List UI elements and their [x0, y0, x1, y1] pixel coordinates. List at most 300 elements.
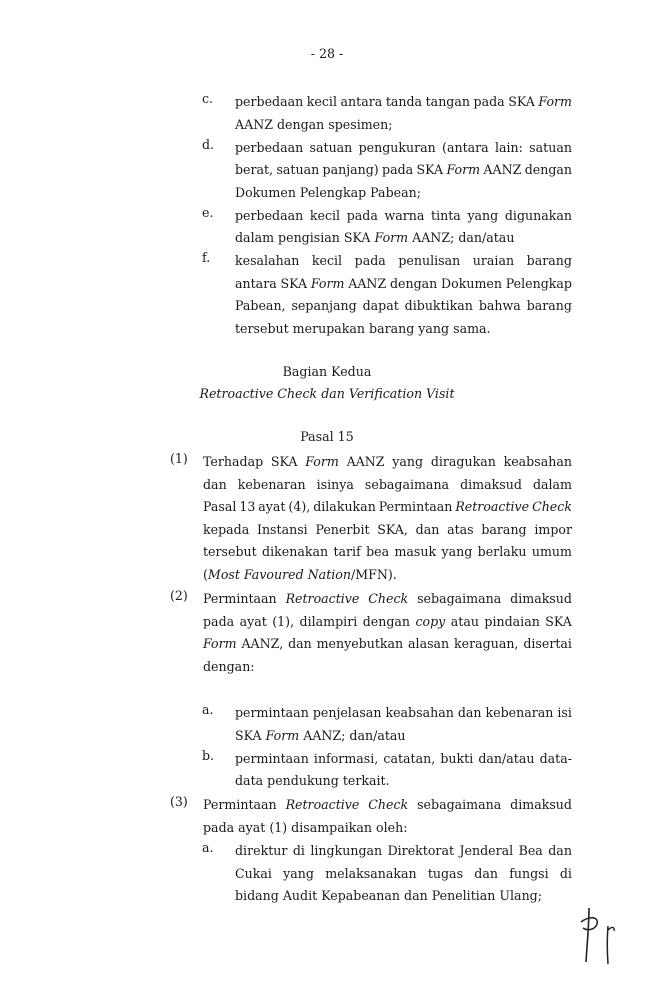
word [235, 137, 303, 160]
text-segment: dalam [532, 476, 572, 492]
text-segment: melaksanakan [325, 865, 417, 881]
text-line [203, 633, 572, 656]
word [557, 702, 572, 725]
word [257, 519, 308, 542]
word [386, 91, 422, 114]
text-line [203, 474, 572, 497]
word [458, 702, 482, 725]
text-segment: AANZ; dan/atau [408, 230, 515, 246]
text-segment: data pendukung terkait. [235, 773, 390, 789]
text-segment: umum [531, 544, 572, 559]
text-segment: tersebut merupakan barang yang sama. [235, 320, 491, 336]
word [235, 702, 309, 725]
list-item [0, 588, 654, 678]
word [440, 748, 473, 771]
text-segment: yang [392, 454, 424, 469]
text-segment: Bea [518, 843, 543, 858]
text-segment: yang [467, 207, 499, 223]
word [486, 702, 554, 725]
text-segment: lain: [494, 139, 523, 155]
word [416, 519, 440, 542]
text-segment: perbedaan [235, 139, 304, 155]
italic-text: Form [305, 454, 339, 469]
word [510, 794, 572, 817]
text-segment: barang [526, 253, 572, 269]
text-segment: Permintaan [203, 591, 277, 606]
word [288, 633, 312, 656]
text-segment: Penerbit [315, 521, 370, 537]
word [533, 474, 572, 497]
word [355, 250, 386, 273]
word [405, 295, 473, 318]
text-line [235, 250, 572, 273]
text-segment: dikenakan [262, 544, 329, 559]
text-segment: SKA [280, 275, 308, 291]
paragraph-3 [0, 794, 654, 840]
word [310, 137, 353, 160]
word [317, 633, 404, 656]
text-segment: dan [457, 705, 482, 720]
text-segment: Instansi [256, 521, 308, 537]
text-segment: berlaku [477, 544, 527, 559]
item-label: a. [202, 840, 214, 855]
text-segment: SKA [416, 162, 444, 178]
text-segment: dimaksud [510, 591, 572, 606]
italic-text: Form [310, 275, 345, 291]
text-segment: Pabean, [235, 298, 286, 314]
italic-text: Most Favoured Nation [207, 566, 351, 582]
word [315, 519, 369, 542]
text-segment: dan [548, 843, 572, 858]
word [203, 588, 277, 611]
word [394, 541, 436, 564]
word [390, 273, 437, 296]
word [300, 611, 358, 634]
word [560, 863, 572, 886]
text-segment: antara [235, 275, 277, 291]
word [239, 496, 255, 519]
word [262, 541, 328, 564]
text-segment: kepada [203, 521, 250, 537]
text-segment: perbedaan [235, 207, 304, 223]
text-line [203, 611, 572, 634]
list-item [0, 91, 654, 136]
text-segment: dilampiri [299, 613, 358, 629]
word [235, 273, 277, 296]
item-label: b. [202, 747, 215, 763]
word [532, 496, 572, 519]
word [363, 611, 410, 634]
text-line [235, 182, 572, 205]
word [415, 611, 445, 634]
word [359, 137, 436, 160]
text-segment: dengan [524, 162, 572, 178]
text-line [203, 496, 572, 519]
item-text [235, 137, 572, 205]
italic-text: Form [203, 636, 237, 651]
text-segment: yang [283, 865, 314, 881]
word [368, 794, 408, 817]
word [459, 840, 513, 863]
item-label: (1) [170, 451, 188, 466]
text-segment: pindaian [484, 613, 540, 629]
word [348, 273, 386, 296]
text-line [235, 227, 572, 250]
word [366, 541, 389, 564]
word [317, 474, 354, 497]
word [276, 159, 319, 182]
item-text [235, 91, 572, 136]
section-heading: Bagian Kedua [282, 364, 372, 379]
word [545, 611, 572, 634]
text-segment: sebagaimana [364, 476, 450, 492]
word [431, 205, 461, 228]
list-item [0, 137, 654, 205]
text-segment: dimaksud [460, 476, 522, 492]
word [431, 451, 496, 474]
paragraph-2 [0, 588, 654, 679]
text-segment: Jenderal [459, 843, 514, 858]
text-segment: impor [534, 521, 572, 537]
italic-text: Form [446, 162, 481, 178]
item-label: c. [202, 91, 214, 106]
text-line [235, 885, 572, 908]
text-line [235, 748, 572, 771]
page-number: - 28 - [310, 46, 344, 61]
word [293, 840, 305, 863]
text-segment: AANZ [483, 162, 522, 178]
text-segment: bukti [440, 750, 474, 766]
word [478, 748, 534, 771]
text-segment: diragukan [430, 454, 496, 469]
text-line [235, 159, 572, 182]
word [203, 519, 249, 542]
text-segment: perbedaan [235, 94, 304, 109]
word [203, 474, 227, 497]
text-segment: dengan [389, 275, 438, 291]
text-segment: alasan [408, 636, 450, 651]
word [529, 137, 572, 160]
list-item [0, 840, 654, 908]
text-segment: kebenaran [237, 476, 306, 492]
word [235, 250, 299, 273]
paragraph-2-list [0, 702, 654, 793]
text-line [235, 91, 572, 114]
word [417, 794, 501, 817]
text-line [235, 273, 572, 296]
italic-text: Form [374, 230, 409, 246]
text-line [235, 295, 572, 318]
item-text [203, 588, 572, 678]
word [333, 541, 360, 564]
text-segment: AANZ [346, 454, 385, 469]
text-segment: SKA [235, 727, 266, 743]
item-text [235, 205, 572, 250]
text-line [235, 137, 572, 160]
text-line [235, 863, 572, 886]
text-segment: dan [288, 636, 312, 651]
word [280, 273, 307, 296]
word [417, 159, 444, 182]
text-line [203, 588, 572, 611]
word [447, 519, 474, 542]
text-segment: ( [203, 566, 208, 582]
text-segment: di [559, 865, 572, 881]
text-segment: bea [366, 544, 390, 559]
item-text [235, 748, 572, 793]
word [540, 748, 572, 771]
word [538, 91, 572, 114]
word [451, 611, 479, 634]
text-segment: warna [384, 207, 425, 223]
text-segment: direktur [235, 843, 288, 858]
word [313, 496, 376, 519]
word [235, 205, 303, 228]
word [484, 611, 539, 634]
text-segment: masuk [394, 544, 437, 559]
text-segment: dan [415, 521, 440, 537]
text-segment: berat, [235, 162, 274, 178]
list-item [0, 205, 654, 250]
text-segment: dilakukan [313, 499, 376, 514]
text-segment: dapat [362, 298, 399, 314]
word [532, 541, 572, 564]
section-subtitle: Retroactive Check dan Verification Visit [199, 386, 455, 401]
word [510, 588, 572, 611]
text-segment: permintaan [235, 705, 309, 720]
word [527, 250, 572, 273]
word [379, 496, 453, 519]
word [291, 295, 356, 318]
text-segment: keabsahan [503, 454, 572, 469]
word [203, 496, 236, 519]
text-segment: yang [441, 544, 473, 559]
word [288, 496, 310, 519]
text-segment: (antara [442, 139, 489, 155]
text-segment: pada [346, 207, 378, 223]
word [314, 748, 378, 771]
text-segment: Dokumen [441, 275, 502, 291]
list-item [0, 451, 654, 586]
item-label: (3) [170, 794, 188, 809]
word [417, 588, 501, 611]
text-segment: di [292, 843, 305, 858]
text-segment: SKA, [377, 521, 408, 537]
text-segment: pengukuran [358, 139, 436, 155]
text-segment: sebagaimana [417, 797, 502, 812]
word [203, 451, 263, 474]
text-segment: dengan: [203, 658, 255, 674]
item-text [235, 250, 572, 340]
text-segment: tarif [333, 544, 361, 559]
word [235, 863, 272, 886]
word [392, 451, 423, 474]
text-segment: kecil [311, 253, 343, 269]
text-segment: keabsahan [385, 705, 454, 720]
text-segment: kecil [309, 207, 341, 223]
word [479, 295, 521, 318]
word [310, 840, 382, 863]
italic-text: Retroactive [285, 797, 360, 812]
text-segment: AANZ; dan/atau [299, 727, 406, 743]
list-item [0, 794, 654, 839]
word [377, 519, 408, 542]
word [325, 863, 416, 886]
item-text [235, 702, 572, 747]
word [527, 295, 572, 318]
word [272, 611, 294, 634]
item-label: a. [202, 702, 214, 717]
text-line [235, 318, 572, 341]
item-label: (2) [170, 588, 188, 603]
word [442, 137, 489, 160]
word [235, 159, 273, 182]
word [478, 541, 527, 564]
word [442, 541, 473, 564]
paragraph-3-list [0, 840, 654, 908]
text-segment: dibuktikan [404, 298, 473, 314]
text-line [235, 205, 572, 228]
word [523, 633, 572, 656]
italic-text: Retroactive [285, 591, 360, 606]
text-segment: (4), [288, 499, 311, 514]
word [398, 250, 460, 273]
word [508, 91, 535, 114]
text-segment: tersebut [203, 544, 257, 559]
list-item [0, 748, 654, 793]
text-segment: ayat [258, 499, 286, 514]
list-item [0, 702, 654, 747]
text-segment: AANZ, [241, 636, 284, 651]
text-segment: ayat [239, 613, 267, 629]
text-line [203, 817, 572, 840]
text-segment: dan [474, 865, 498, 881]
text-segment: disertai [523, 636, 572, 651]
item-text [235, 840, 572, 908]
word [460, 474, 522, 497]
text-segment: sebagaimana [417, 591, 502, 606]
italic-text: Check [368, 591, 409, 606]
text-segment: Pasal [203, 499, 237, 514]
list-item [0, 250, 654, 340]
text-segment: pada [354, 253, 386, 269]
text-segment: Cukai [235, 865, 272, 881]
word [495, 137, 523, 160]
item-label: e. [202, 204, 214, 220]
italic-text: Form [538, 94, 572, 109]
word [203, 541, 257, 564]
text-segment: AANZ [348, 275, 387, 291]
text-segment: satuan [276, 162, 320, 178]
word [455, 496, 529, 519]
text-segment: bahwa [478, 298, 521, 314]
word [307, 91, 337, 114]
handwritten-initials [575, 900, 625, 965]
text-segment: informasi, [313, 750, 379, 766]
text-segment: tangan [425, 94, 470, 109]
word [203, 633, 237, 656]
word [286, 588, 360, 611]
text-segment: kecil [306, 94, 337, 109]
word [483, 159, 521, 182]
text-line [203, 656, 572, 679]
text-line [203, 519, 572, 542]
word [441, 273, 502, 296]
word [240, 611, 267, 634]
word [509, 863, 548, 886]
word [454, 633, 518, 656]
word [235, 748, 309, 771]
word [385, 702, 453, 725]
word [286, 794, 360, 817]
item-label: f. [202, 250, 211, 266]
text-segment: kesalahan [235, 253, 300, 269]
text-segment: dan/atau [478, 750, 535, 766]
word [271, 451, 298, 474]
text-segment: atas [447, 521, 474, 537]
text-segment: AANZ dengan spesimen; [235, 116, 393, 132]
text-segment: isi [557, 705, 572, 720]
item-label: d. [202, 136, 215, 152]
text-segment: penjelasan [312, 705, 382, 720]
text-line [235, 840, 572, 863]
word [312, 250, 342, 273]
word [347, 451, 385, 474]
text-segment: uraian [472, 253, 515, 269]
italic-text: Retroactive [455, 499, 530, 514]
text-segment: antara [340, 94, 383, 109]
text-segment: barang [526, 298, 572, 314]
word [505, 205, 572, 228]
text-segment: SKA [508, 94, 535, 109]
text-segment: fungsi [509, 865, 549, 881]
word [258, 496, 285, 519]
text-segment: isinya [316, 476, 354, 492]
word [525, 159, 572, 182]
text-segment: catatan, [383, 750, 436, 766]
word [382, 159, 413, 182]
text-segment: dimaksud [510, 797, 572, 812]
paragraph-1 [0, 451, 654, 587]
word [235, 91, 303, 114]
text-line [203, 451, 572, 474]
text-segment: lingkungan [310, 843, 383, 858]
text-segment: Terhadap [203, 454, 264, 469]
text-segment: permintaan [235, 750, 309, 766]
text-segment: bidang Audit Kepabeanan dan Penelitian Ulang; [235, 888, 542, 903]
text-segment: data- [539, 750, 572, 766]
word [203, 794, 277, 817]
text-segment: menyebutkan [316, 636, 404, 651]
text-segment: dengan [362, 613, 411, 629]
word [365, 474, 449, 497]
text-segment: tinta [431, 207, 461, 223]
text-segment: panjang) [322, 162, 379, 178]
text-segment: dan [203, 476, 227, 492]
word [388, 840, 454, 863]
text-segment: kebenaran [485, 705, 554, 720]
word [504, 451, 572, 474]
word [474, 863, 498, 886]
item-text [203, 794, 572, 839]
word [519, 840, 543, 863]
word [313, 702, 382, 725]
word [408, 633, 449, 656]
text-line [235, 770, 572, 793]
text-segment: keraguan, [454, 636, 519, 651]
word [426, 91, 470, 114]
text-segment: barang [481, 521, 527, 537]
